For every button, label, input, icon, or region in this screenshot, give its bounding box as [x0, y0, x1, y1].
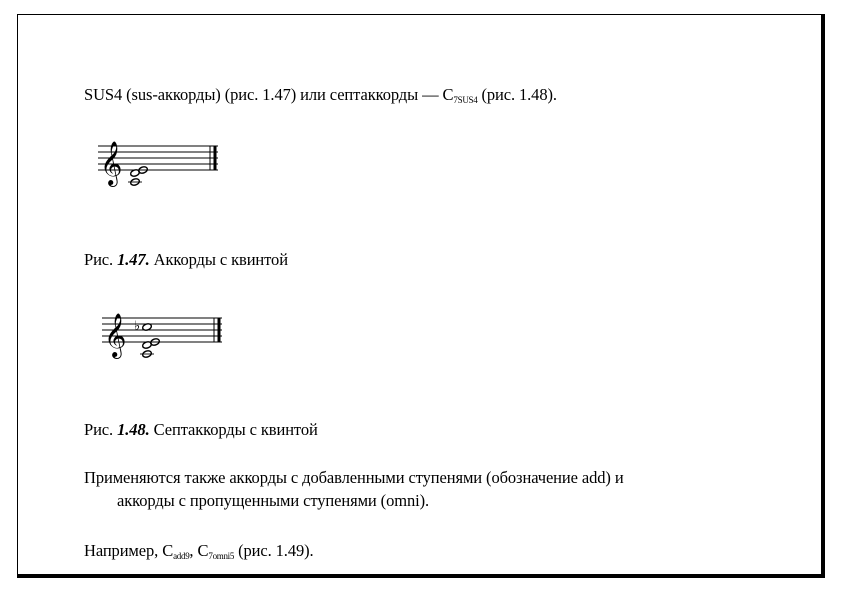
figure-caption-1-47: Рис. 1.47. Аккорды с квинтой [84, 250, 288, 269]
paragraph-line-2: аккорды с пропущенными ступенями (omni). [117, 491, 430, 510]
treble-clef-icon: 𝄞 [104, 313, 127, 357]
paragraph-line-1: Применяются также аккорды с добавленными ступенями (обозначение add) и [84, 468, 624, 487]
music-staff-fig-1-48 [102, 308, 232, 368]
figure-caption-1-48: Рис. 1.48. Септаккорды с квинтой [84, 420, 318, 439]
treble-clef-icon: 𝄞 [100, 141, 123, 185]
flat-sign-icon: ♭ [134, 319, 141, 334]
example-line: Например, Cadd9, C7omni5 (рис. 1.49). [84, 541, 314, 561]
music-staff-fig-1-47 [98, 134, 228, 194]
intro-line: SUS4 (sus-аккорды) (рис. 1.47) или септаккорды — C7SUS4 (рис. 1.48). [84, 85, 557, 105]
